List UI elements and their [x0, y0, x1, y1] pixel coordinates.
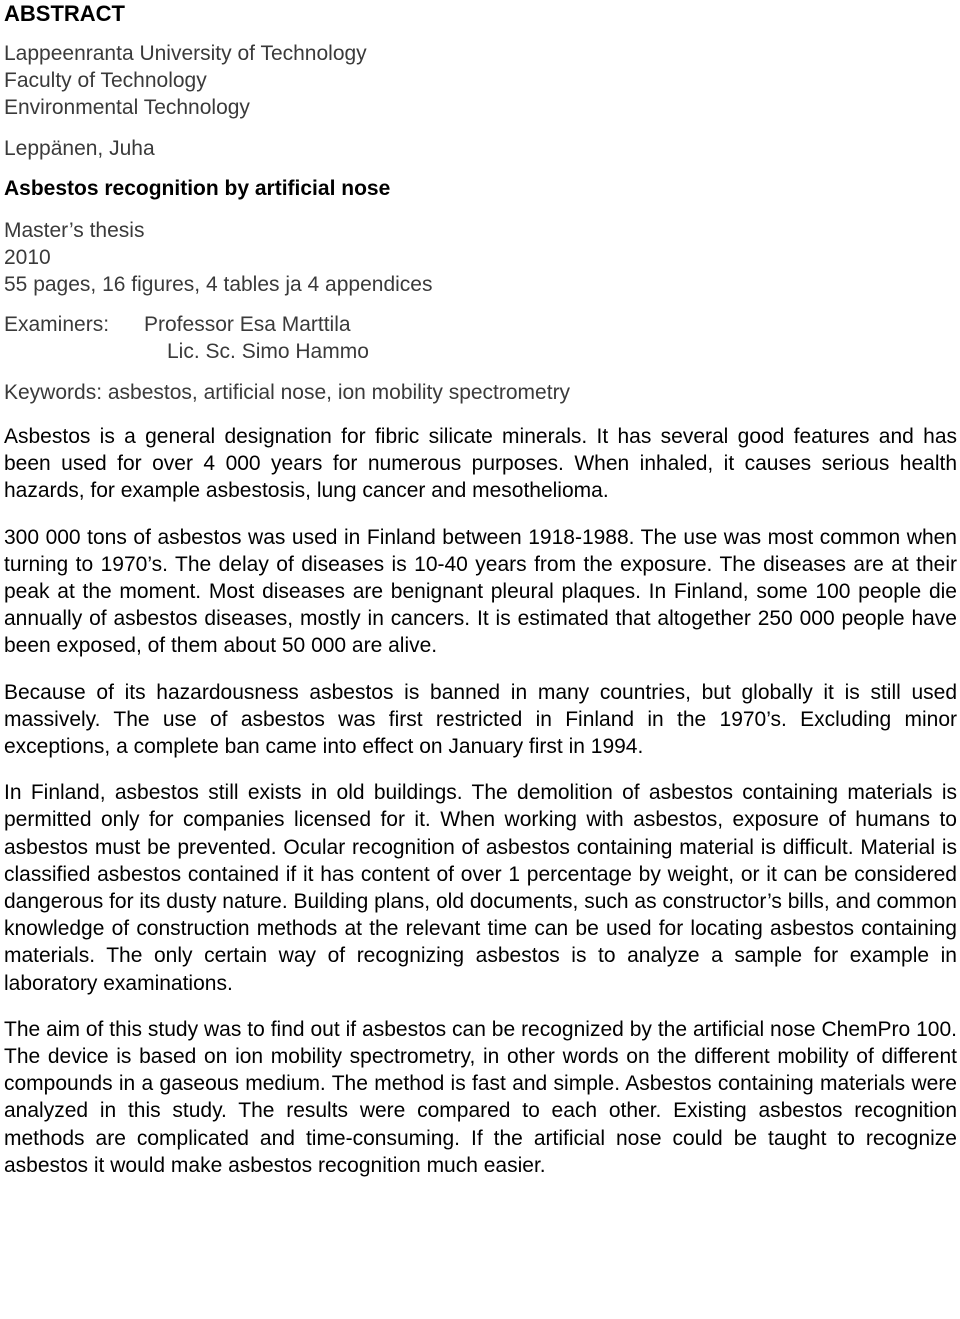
examiner-1: Professor Esa Marttila — [144, 313, 351, 336]
abstract-page — [4, 0, 957, 1179]
abstract-paragraph-2: 300 000 tons of asbestos was used in Finland between 1918-1988. The use was most common when turning to 1970’s. The delay of diseases is 10-40 years from the exposure. The diseases are at their peak at the moment. Most diseases are benignant pleural plaques. In Finland, some 100 people die annually of asbestos diseases, mostly in cancers. It is estimated that altogether 250 000 people have been exposed, of them about 50 000 are alive. — [4, 525, 957, 658]
thesis-type: Master’s thesis — [4, 219, 145, 242]
abstract-paragraph-5: The aim of this study was to find out if asbestos can be recognized by the artificial nose ChemPro 100. The device is based on ion mobility spectrometry, in other words on the different mobility of different compounds in a gaseous medium. The method is fast and simple. Asbestos containing materials were analyzed in this study. The results were compared to each other. Existing asbestos recognition methods are complicated and time-consuming. If the artificial nose could be taught to recognize asbestos it would make asbestos recognition much easier. — [4, 1017, 957, 1177]
examiner-2: Lic. Sc. Simo Hammo — [167, 340, 369, 363]
abstract-paragraph-3: Because of its hazardousness asbestos is banned in many countries, but globally it is still used massively. The use of asbestos was first restricted in Finland in the 1970’s. Excluding minor exceptions, a complete ban came into effect on January first in 1994. — [4, 680, 957, 759]
examiners-label: Examiners: — [4, 313, 110, 336]
faculty-name: Faculty of Technology — [4, 69, 207, 92]
abstract-paragraph-1: Asbestos is a general designation for fibric silicate minerals. It has several good features and has been used for over 4 000 years for numerous purposes. When inhaled, it causes serious health hazards, for example asbestosis, lung cancer and mesothelioma. — [4, 425, 957, 503]
author-name: Leppänen, Juha — [4, 137, 155, 160]
keywords: Keywords: asbestos, artificial nose, ion mobility spectrometry — [4, 381, 571, 404]
abstract-heading: ABSTRACT — [4, 1, 125, 26]
thesis-title: Asbestos recognition by artificial nose — [4, 177, 391, 200]
thesis-year: 2010 — [4, 246, 51, 269]
university-name: Lappeenranta University of Technology — [4, 42, 367, 65]
abstract-paragraph-4: In Finland, asbestos still exists in old buildings. The demolition of asbestos containing materials is permitted only for companies licensed for it. When working with asbestos, exposure of humans to asbestos must be prevented. Ocular recognition of asbestos containing material is difficult. Material is classified asbestos contained if it has content of over 1 percentage by weight, or it can be considered dangerous for its dusty nature. Building plans, old documents, such as constructor’s bills, and common knowledge of construction methods at the relevant time can be used for locating asbestos containing materials. The only certain way of recognizing asbestos is to analyze a sample for example in laboratory examinations. — [4, 781, 957, 995]
examiners-block — [4, 311, 957, 365]
examiners-list — [144, 311, 369, 365]
department-name: Environmental Technology — [4, 96, 250, 119]
thesis-extent: 55 pages, 16 figures, 4 tables ja 4 appendices — [4, 273, 433, 296]
